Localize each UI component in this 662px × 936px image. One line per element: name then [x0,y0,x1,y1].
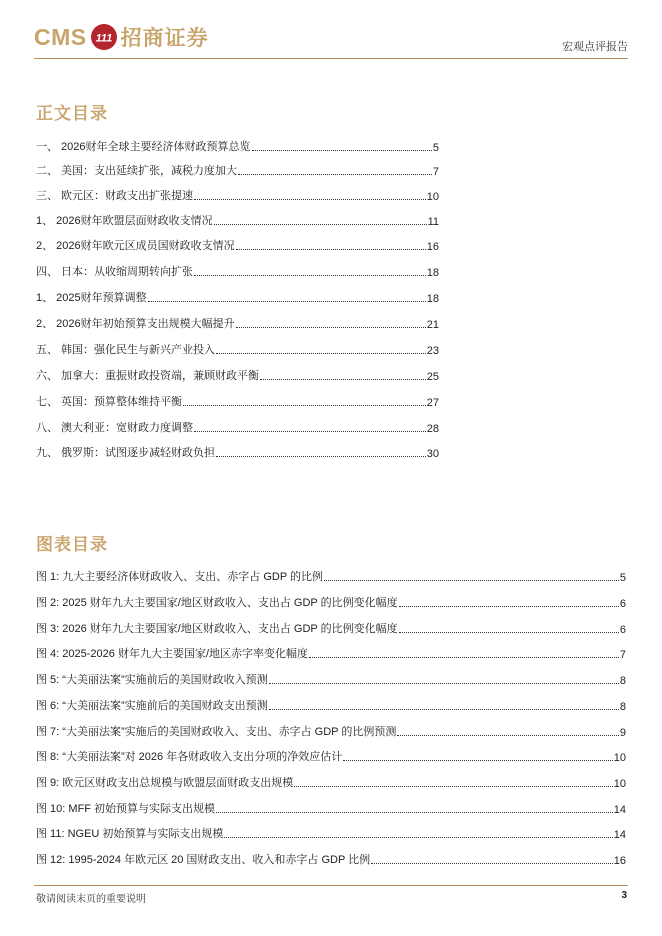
toc-item-label: 三、 欧元区：财政支出扩张提速 [36,190,194,202]
toc-item[interactable] [36,138,439,154]
toc-item[interactable] [36,444,439,460]
toc-item-label: 一、 2026财年全球主要经济体财政预算总览 [36,141,251,153]
figure-toc-item[interactable] [36,620,626,636]
figure-toc-item[interactable] [36,774,626,790]
figure-toc-page: 16 [613,855,626,867]
figure-toc-label: 图 6: “大美丽法案”实施前后的美国财政支出预测 [36,700,268,712]
toc-item[interactable] [36,263,439,279]
toc-leader [324,580,619,581]
toc-leader [309,657,619,658]
figure-toc-item[interactable] [36,748,626,764]
logo-badge-icon [91,24,117,50]
text-toc-title: 正文目录 [36,104,108,123]
toc-item-page: 27 [426,397,439,409]
figure-toc-page: 5 [619,572,626,584]
toc-item-page: 7 [432,166,439,178]
figure-toc-page: 8 [619,675,626,687]
toc-leader [269,683,619,684]
toc-item[interactable] [36,367,439,383]
disclaimer-note: 敬请阅读末页的重要说明 [36,894,146,905]
toc-item[interactable] [36,315,439,331]
toc-item-label: 2、 2026财年欧元区成员国财政收支情况 [36,240,235,252]
toc-item[interactable] [36,212,439,228]
logo-badge-text: 111 [95,32,112,45]
figure-toc-page: 9 [619,727,626,739]
toc-item-label: 2、 2026财年初始预算支出规模大幅提升 [36,318,235,330]
header-divider [34,58,628,59]
toc-item[interactable] [36,162,439,178]
toc-item-page: 11 [427,216,439,228]
toc-item-page: 25 [426,371,439,383]
toc-item-page: 18 [426,267,439,279]
figure-toc-item[interactable] [36,645,626,661]
toc-leader [216,812,613,813]
figure-toc-label: 图 3: 2026 财年九大主要国家/地区财政收入、支出占 GDP 的比例变化幅度 [36,623,398,635]
figure-toc-page: 14 [613,804,626,816]
toc-leader [194,199,426,200]
toc-leader [183,405,426,406]
toc-item-label: 六、 加拿大：重振财政投资端，兼顾财政平衡 [36,370,260,382]
toc-item-page: 5 [432,142,439,154]
figure-toc-page: 6 [619,624,626,636]
toc-item-label: 四、 日本：从收缩周期转向扩张 [36,266,194,278]
figure-toc-label: 图 2: 2025 财年九大主要国家/地区财政收入、支出占 GDP 的比例变化幅度 [36,597,398,609]
report-type: 宏观点评报告 [562,41,628,53]
toc-item[interactable] [36,237,439,253]
figure-toc-item[interactable] [36,825,626,841]
toc-leader [252,150,432,151]
figure-toc-page: 7 [619,649,626,661]
toc-leader [269,709,619,710]
toc-item[interactable] [36,289,439,305]
figure-toc-label: 图 7: “大美丽法案”实施后的美国财政收入、支出、赤字占 GDP 的比例预测 [36,726,397,738]
toc-item-page: 23 [426,345,439,357]
toc-item[interactable] [36,419,439,435]
toc-item-label: 五、 韩国：强化民生与新兴产业投入 [36,344,216,356]
toc-item-label: 八、 澳大利亚：宽财政力度调整 [36,422,194,434]
toc-item-page: 18 [426,293,439,305]
toc-item-label: 二、 美国：支出延续扩张，减税力度加大 [36,165,238,177]
figure-toc-title: 图表目录 [36,535,108,554]
logo-latin: CMS [34,23,87,50]
figure-toc-item[interactable] [36,800,626,816]
toc-item-label: 1、 2026财年欧盟层面财政收支情况 [36,215,213,227]
toc-leader [214,224,427,225]
figure-toc-label: 图 5: “大美丽法案”实施前后的美国财政收入预测 [36,674,268,686]
toc-item-label: 七、 英国：预算整体维持平衡 [36,396,183,408]
figure-toc-item[interactable] [36,568,626,584]
toc-leader [343,760,613,761]
toc-leader [397,735,619,736]
toc-item[interactable] [36,393,439,409]
toc-leader [238,174,432,175]
figure-toc-page: 14 [613,829,626,841]
page-header [34,18,628,60]
figure-toc-page: 6 [619,598,626,610]
company-logo [34,21,209,53]
toc-item-label: 1、 2025财年预算调整 [36,292,147,304]
figure-toc-item[interactable] [36,697,626,713]
toc-item[interactable] [36,341,439,357]
toc-leader [236,249,426,250]
toc-leader [371,863,613,864]
figure-toc-item[interactable] [36,723,626,739]
toc-leader [148,301,426,302]
figure-toc-item[interactable] [36,671,626,687]
toc-item-page: 16 [426,241,439,253]
toc-item-label: 九、 俄罗斯：试图逐步减轻财政负担 [36,447,216,459]
toc-leader [216,353,426,354]
toc-leader [399,632,619,633]
toc-leader [236,327,426,328]
toc-leader [399,606,619,607]
figure-toc-label: 图 1: 九大主要经济体财政收入、支出、赤字占 GDP 的比例 [36,571,324,583]
toc-leader [260,379,426,380]
figure-toc-label: 图 8: “大美丽法案”对 2026 年各财政收入支出分项的净效应估计 [36,751,343,763]
toc-item[interactable] [36,187,439,203]
figure-toc-label: 图 9: 欧元区财政支出总规模与欧盟层面财政支出规模 [36,777,294,789]
toc-leader [294,786,612,787]
figure-toc-label: 图 11: NGEU 初始预算与实际支出规模 [36,828,224,840]
figure-toc-item[interactable] [36,851,626,867]
figure-toc-item[interactable] [36,594,626,610]
page-number: 3 [621,890,627,901]
toc-item-page: 30 [426,448,439,460]
toc-item-page: 10 [426,191,439,203]
toc-item-page: 21 [426,319,439,331]
toc-item-page: 28 [426,423,439,435]
footer-divider [34,885,628,886]
figure-toc-page: 10 [613,778,626,790]
toc-leader [224,837,612,838]
figure-toc-page: 8 [619,701,626,713]
figure-toc-page: 10 [613,752,626,764]
figure-toc-label: 图 12: 1995-2024 年欧元区 20 国财政支出、收入和赤字占 GDP 比例 [36,854,371,866]
toc-leader [194,275,426,276]
figure-toc-label: 图 4: 2025-2026 财年九大主要国家/地区赤字率变化幅度 [36,648,309,660]
figure-toc-label: 图 10: MFF 初始预算与实际支出规模 [36,803,216,815]
toc-leader [216,456,426,457]
toc-leader [194,431,426,432]
logo-chinese: 招商证券 [120,26,209,50]
